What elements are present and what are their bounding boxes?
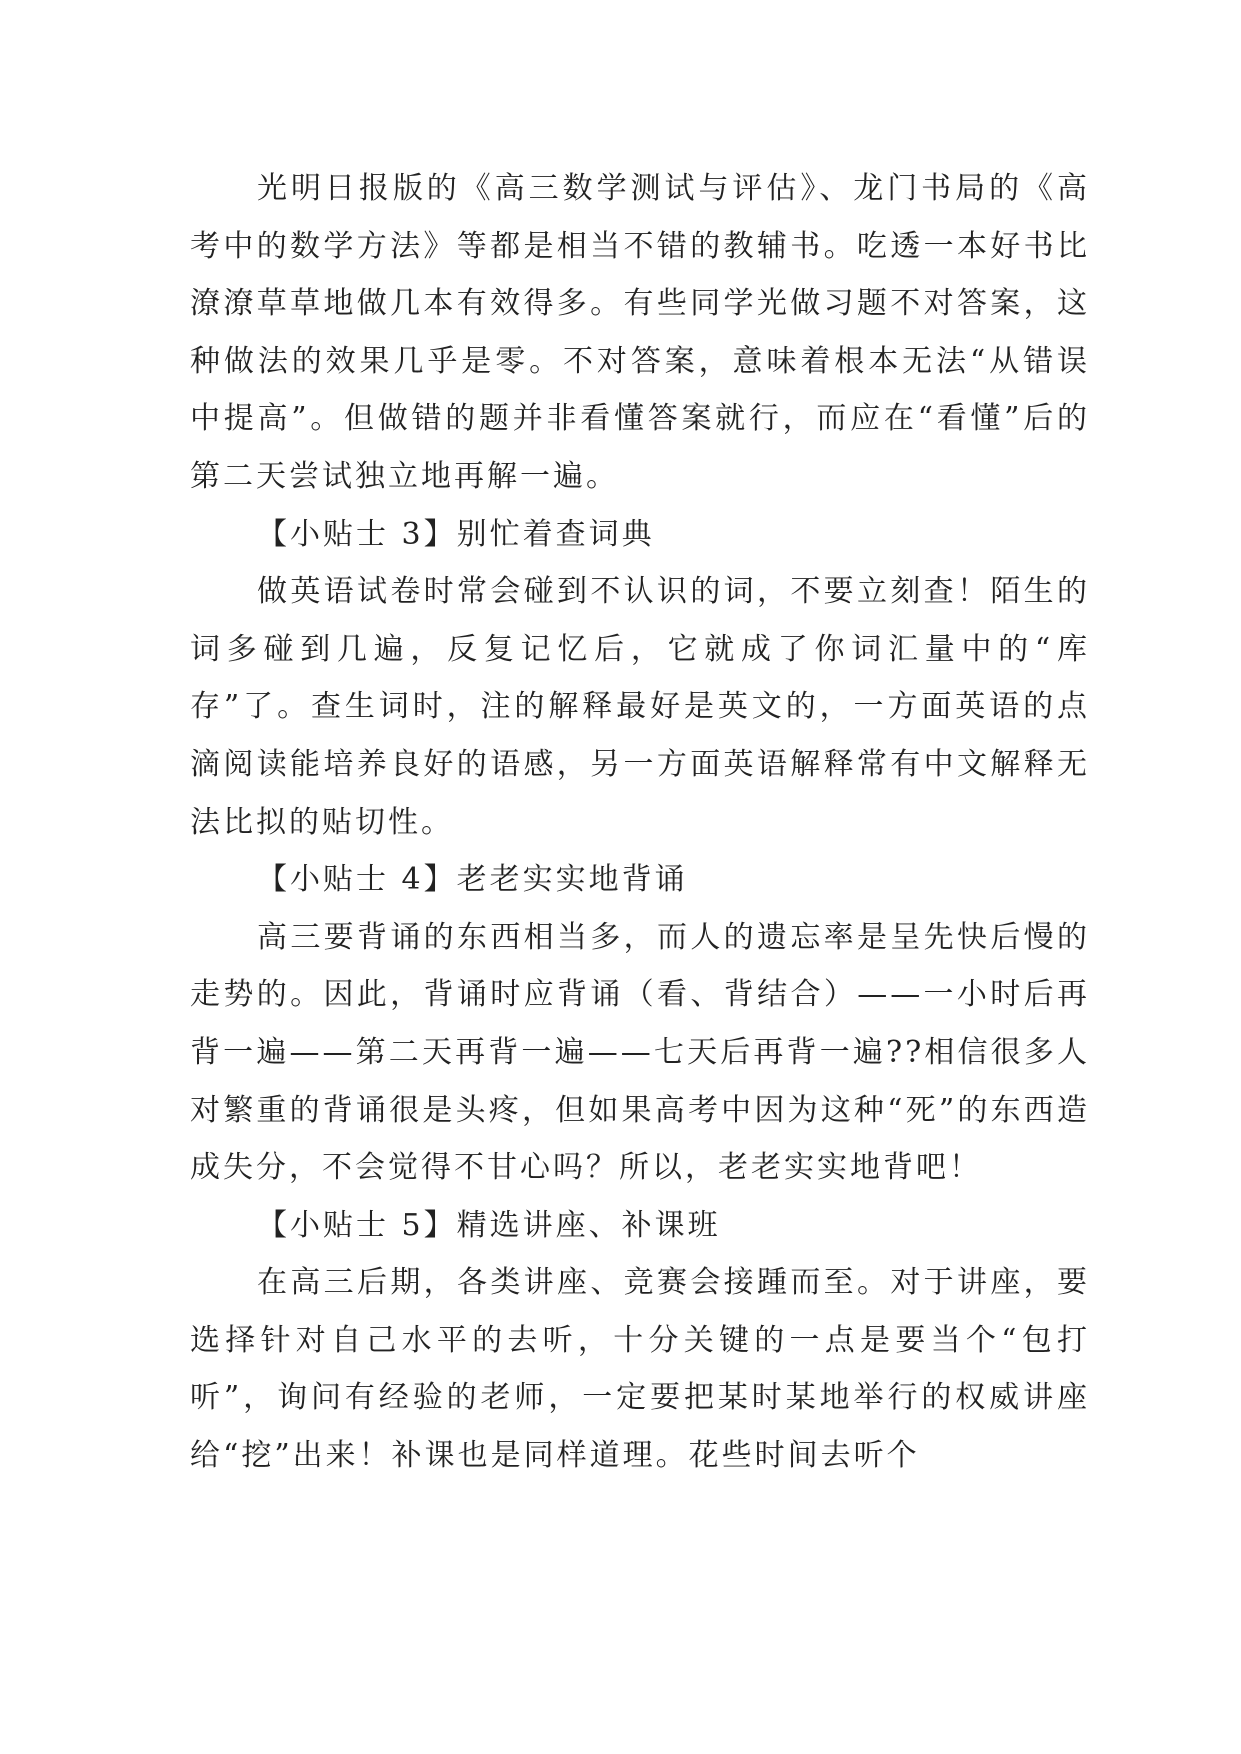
document-body [190, 160, 1090, 1485]
paragraph-tip-3: 做英语试卷时常会碰到不认识的词，不要立刻查！陌生的词多碰到几遍，反复记忆后，它就成了你词汇量中的“库存”了。查生词时，注的解释最好是英文的，一方面英语的点滴阅读能培养良好的语感，另一方面英语解释常有中文解释无法比拟的贴切性。 [190, 574, 1090, 840]
heading-tip-5: 【小贴士 5】精选讲座、补课班 [257, 1207, 721, 1243]
paragraph-tip-4: 高三要背诵的东西相当多，而人的遗忘率是呈先快后慢的走势的。因此，背诵时应背诵（看、背结合）——一小时后再背一遍——第二天再背一遍——七天后再背一遍??相信很多人对繁重的背诵很是头疼，但如果高考中因为这种“死”的东西造成失分，不会觉得不甘心吗？所以，老老实实地背吧！ [190, 919, 1090, 1186]
paragraph-textbooks: 光明日报版的《高三数学测试与评估》、龙门书局的《高考中的数学方法》等都是相当不错的教辅书。吃透一本好书比潦潦草草地做几本有效得多。有些同学光做习题不对答案，这种做法的效果几乎是零。不对答案，意味着根本无法“从错误中提高”。但做错的题并非看懂答案就行，而应在“看懂”后的第二天尝试独立地再解一遍。 [190, 171, 1090, 494]
paragraph-tip-5: 在高三后期，各类讲座、竞赛会接踵而至。对于讲座，要选择针对自己水平的去听，十分关键的一点是要当个“包打听”，询问有经验的老师，一定要把某时某地举行的权威讲座给“挖”出来！补课也是同样道理。花些时间去听个 [190, 1265, 1090, 1474]
heading-tip-4: 【小贴士 4】老老实实地背诵 [257, 862, 688, 898]
heading-tip-3: 【小贴士 3】别忙着查词典 [257, 516, 655, 552]
